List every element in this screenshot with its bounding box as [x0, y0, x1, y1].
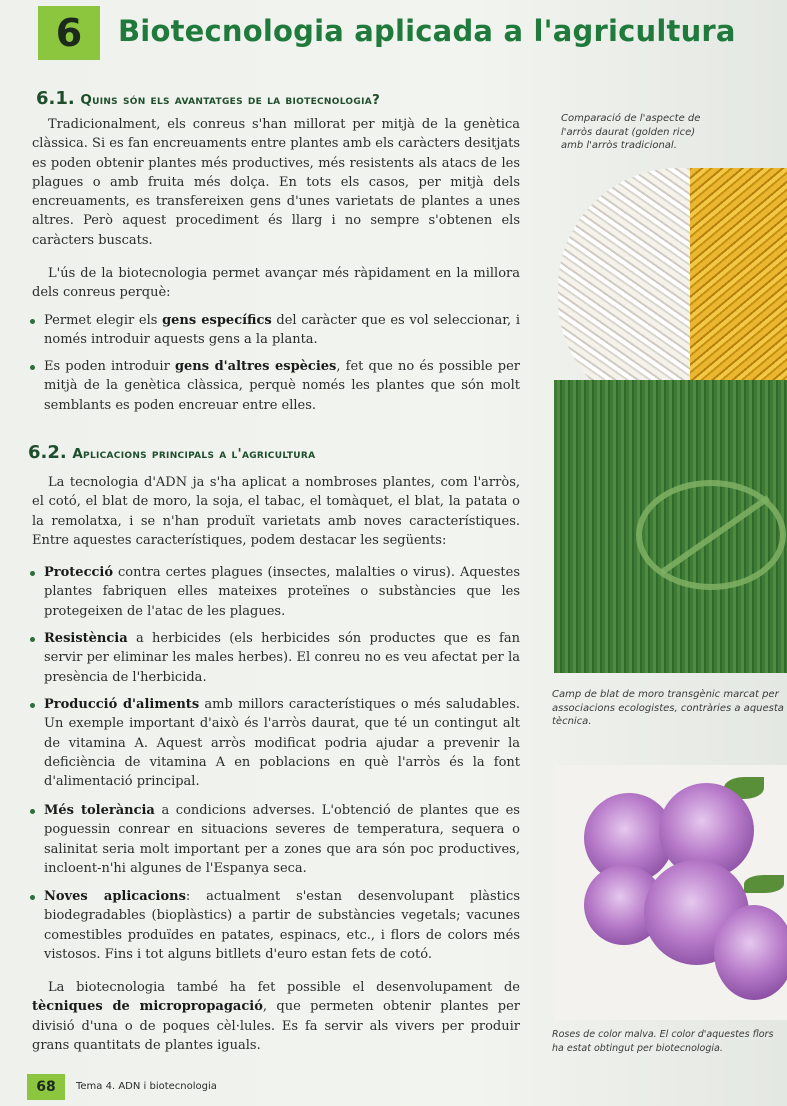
- bullet-text: , fet que no és possible per mitjà de la genètica clàssica, perquè només les plantes que són molt semblants es poden encreuar entre elles.: [44, 359, 520, 413]
- bullet-text: a condicions adverses. L'obtenció de plantes que es poguessin conrear en situacions severes de temperatura, sequera o salinitat seria molt important per a zones que ara són poc productives, incloent-n'hi algunes de l'Espanya seca.: [44, 803, 520, 876]
- bullet-text: del caràcter que es vol seleccionar, i només introduir aquests gens a la planta.: [44, 313, 520, 348]
- bullet-dot: [30, 319, 35, 324]
- section-1-bullet-1: [32, 311, 520, 350]
- bullet-text: Es poden introduir: [44, 359, 175, 374]
- chapter-title: Biotecnologia aplicada a l'agricultura: [118, 14, 736, 48]
- section-2-bullet-4: [32, 801, 520, 878]
- section-1-title: Quins són els avantatges de la biotecnologia?: [80, 92, 381, 108]
- page-number: 68: [36, 1079, 56, 1095]
- bullet-bold-term: Producció d'aliments: [44, 697, 200, 712]
- leaf: [744, 875, 784, 893]
- section-2-title: Aplicacions principals a l'agricultura: [72, 446, 316, 462]
- section-1-heading: [36, 88, 380, 109]
- section-2-heading: [28, 442, 315, 463]
- bullet-text: a herbicides (els herbicides són productes que es fan servir per eliminar les males herbes). El conreu no es veu afectat per la presència de l'herbicida.: [44, 631, 520, 685]
- section-2-bullet-3: [32, 695, 520, 791]
- bullet-dot: [30, 809, 35, 814]
- section-2-bullet-1: [32, 563, 520, 621]
- section-1-bullet-2: [32, 357, 520, 415]
- bullet-text: : actualment s'estan desenvolupant plàstics biodegradables (bioplàstics) a partir de substàncies vegetals; vacunes comestibles produïdes en patates, espinacs, etc., i flors de colors més vistosos. Fins i tot alguns bitllets d'euro estan fets de cotó.: [44, 889, 520, 962]
- bullet-dot: [30, 571, 35, 576]
- paragraph-bold-term: tècniques de micropropagació: [32, 999, 263, 1015]
- bullet-bold-term: Resistència: [44, 631, 128, 646]
- footer-topic: Tema 4. ADN i biotecnologia: [76, 1081, 217, 1092]
- bullet-text: amb millors característiques o més saludables. Un exemple important d'això és l'arròs daurat, que té un contingut alt de vitamina A. Aquest arròs modificat podria ajudar a prevenir la deficiència de vitamina A en poblacions en què l'arròs és la font d'alimentació principal.: [44, 697, 520, 790]
- section-2-number: 6.2.: [28, 442, 67, 463]
- paragraph-text: , que permeten obtenir plantes per divisió d'una o de poques cèl·lules. Es fa servir als vivers per produir grans quantitats de plantes iguals.: [32, 999, 521, 1053]
- bullet-dot: [30, 365, 35, 370]
- section-1-number: 6.1.: [36, 88, 75, 109]
- bullet-dot: [30, 637, 35, 642]
- bullet-bold-term: Més tolerància: [44, 803, 155, 818]
- bullet-bold-term: Protecció: [44, 565, 114, 580]
- roses-caption: Roses de color malva. El color d'aquestes flors ha estat obtingut per biotecnologia.: [552, 1029, 774, 1054]
- rose: [714, 905, 787, 1000]
- bullet-text: Permet elegir els: [44, 313, 163, 328]
- paragraph-text: La biotecnologia també ha fet possible el desenvolupament de: [48, 980, 520, 995]
- roses-image: [554, 765, 787, 1020]
- bullet-bold-term: gens específics: [162, 313, 272, 328]
- bullet-bold-term: Noves aplicacions: [44, 889, 186, 904]
- chapter-number: 6: [55, 11, 83, 55]
- section-1-paragraph-2: L'ús de la biotecnologia permet avançar més ràpidament en la millora dels conreus perquè:: [32, 266, 520, 301]
- section-1-paragraph-1: Tradicionalment, els conreus s'han millorat per mitjà de la genètica clàssica. Si es fan encreuaments entre plantes amb els caràcters desitjats es poden obtenir plantes més productives, més resistents als atacs de les plagues o amb fruita més dolça. En tots els casos, per mitjà dels encreuaments, es transfereixen gens d'unes varietats de plantes a unes altres. Però aquest procediment és llarg i no sempre s'obtenen els caràcters buscats.: [32, 117, 520, 248]
- bullet-dot: [30, 703, 35, 708]
- section-2-bullet-5: [32, 887, 520, 964]
- bullet-text: contra certes plagues (insectes, malalties o virus). Aquestes plantes fabriquen elles mateixes proteïnes o substàncies que les protegeixen de l'atac de les plagues.: [44, 565, 520, 619]
- bullet-bold-term: gens d'altres espècies: [174, 359, 337, 374]
- field-caption: Camp de blat de moro transgènic marcat per associacions ecologistes, contràries a aquesta tècnica.: [552, 689, 784, 727]
- rice-caption: Comparació de l'aspecte de l'arròs daurat (golden rice) amb l'arròs tradicional.: [561, 113, 701, 151]
- bullet-dot: [30, 895, 35, 900]
- section-2-paragraph-2: [32, 978, 520, 1055]
- section-2-paragraph-1: La tecnologia d'ADN ja s'ha aplicat a nombroses plantes, com l'arròs, el cotó, el blat de moro, la soja, el tabac, el tomàquet, el blat, la patata o la remolatxa, i se n'han produït varietats amb noves característiques. Entre aquestes característiques, podem destacar les següents:: [32, 475, 520, 548]
- section-2-bullet-2: [32, 629, 520, 687]
